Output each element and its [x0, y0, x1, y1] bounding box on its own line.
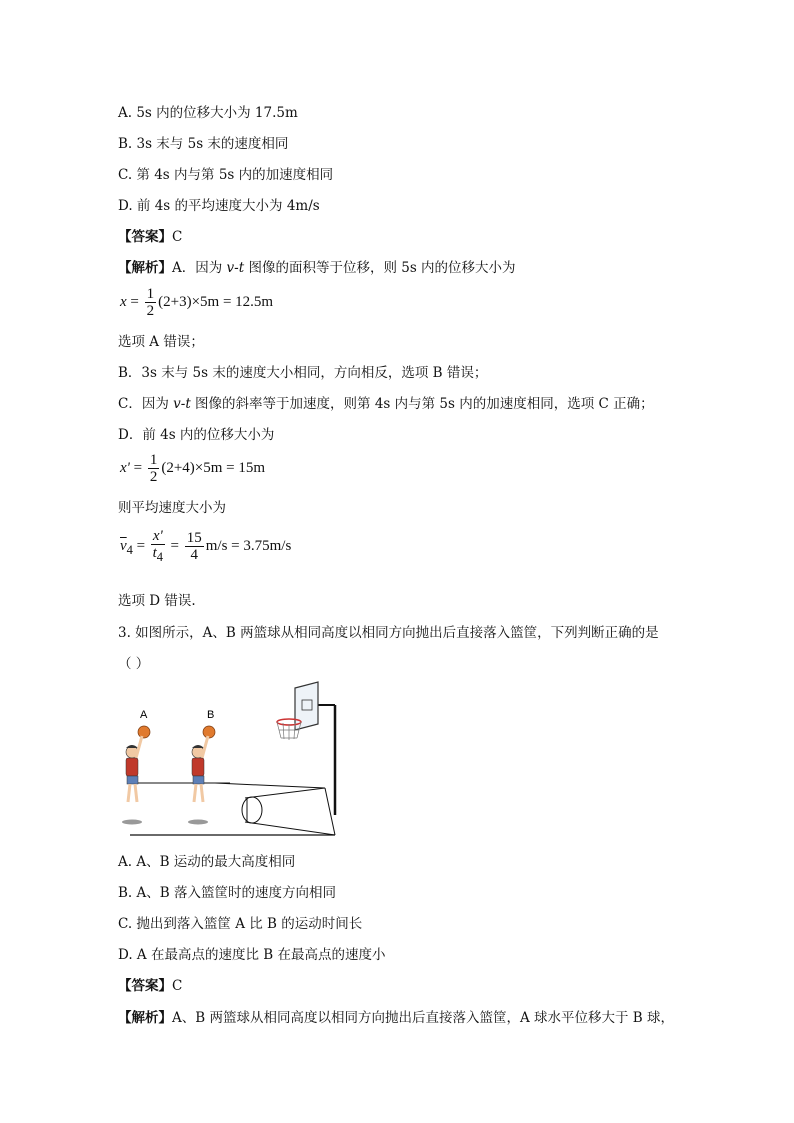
- q2-analysis-a: [118, 259, 516, 277]
- fraction-num: 1: [146, 286, 155, 302]
- analysis-text: 图像的面积等于位移，则 5s 内的位移大小为: [244, 260, 516, 276]
- fraction: [148, 452, 160, 485]
- vt-symbol: v-t: [226, 260, 245, 276]
- eq-symbol: x': [120, 459, 130, 476]
- leg-a-left: [128, 784, 130, 802]
- q3-option-c: C. 抛出到落入篮筐 A 比 B 的运动时间长: [118, 916, 363, 932]
- hair-b: [192, 745, 204, 748]
- answer-value: C: [172, 978, 183, 994]
- fraction-den: 4: [190, 547, 198, 563]
- q2-option-b: B. 3s 末与 5s 末的速度相同: [118, 136, 289, 152]
- key-line-bottom: [245, 822, 335, 835]
- eq-symbol: x: [120, 293, 127, 310]
- eq-subscript: 4: [156, 550, 164, 564]
- analysis-text: A．因为: [172, 260, 227, 276]
- jersey-b: [192, 758, 204, 776]
- leg-a-right: [135, 784, 137, 802]
- q3-analysis: [118, 1009, 674, 1027]
- q2-a-wrong: 选项 A 错误；: [118, 334, 204, 350]
- analysis-label: 【解析】: [118, 260, 172, 276]
- answer-label: 【答案】: [118, 978, 172, 994]
- player-a: [122, 726, 150, 825]
- analysis-label: 【解析】: [118, 1010, 172, 1026]
- basketball-b: [203, 726, 215, 738]
- label-a: A: [140, 709, 148, 721]
- shorts-b: [193, 776, 204, 784]
- backboard: [295, 682, 318, 730]
- q2-b-line: B．3s 末与 5s 末的速度大小相同，方向相反，选项 B 错误；: [118, 365, 488, 381]
- q2-d-wrong: 选项 D 错误.: [118, 593, 196, 609]
- vt-symbol: v-t: [173, 396, 191, 412]
- equation-3: $\overline{v}_4$ = $\frac{x'}{t_4}$ = $\frac{15}{4}$ m/s = 3.75m/s: [120, 528, 292, 564]
- answer-value: C: [172, 229, 183, 245]
- fraction-den: 2: [149, 469, 158, 485]
- q3-option-d: D. A 在最高点的速度比 B 在最高点的速度小: [118, 947, 386, 963]
- q3-option-b: B. A、B 落入篮筐时的速度方向相同: [118, 885, 336, 901]
- q3-answer: [118, 977, 182, 995]
- equation-1: x = $\frac{1}{2}$ (2+3)×5m = 12.5m: [120, 286, 274, 319]
- shorts-a: [127, 776, 138, 784]
- eq-rest: (2+3)×5m = 12.5m: [158, 293, 274, 310]
- answer-label: 【答案】: [118, 229, 172, 245]
- q2-option-d: D. 前 4s 的平均速度大小为 4m/s: [118, 198, 320, 214]
- leg-b-right: [201, 784, 203, 802]
- q2-option-c: C. 第 4s 内与第 5s 内的加速度相同: [118, 167, 334, 183]
- jersey-a: [126, 758, 138, 776]
- q2-avg-line: 则平均速度大小为: [118, 500, 226, 516]
- q2-option-a: A. 5s 内的位移大小为 17.5m: [118, 105, 298, 121]
- basketball-figure: [110, 680, 350, 840]
- q2-c-line: [118, 395, 654, 413]
- fraction-num: 15: [186, 530, 202, 546]
- shadow-a: [122, 820, 142, 825]
- q3-stem-bracket: （ ）: [118, 656, 150, 672]
- player-b: [188, 726, 215, 825]
- court-line-right: [325, 788, 335, 835]
- label-b: B: [207, 709, 215, 721]
- leg-b-left: [194, 784, 196, 802]
- q3-option-a: A. A、B 运动的最大高度相同: [118, 854, 296, 870]
- shadow-b: [188, 820, 208, 825]
- eq-symbol: $\overline{v}$: [120, 537, 127, 554]
- hair-a: [126, 745, 138, 748]
- fraction: [145, 286, 157, 319]
- court-line-top: [215, 783, 325, 788]
- equation-2: x' = $\frac{1}{2}$ (2+4)×5m = 15m: [120, 452, 266, 485]
- eq-rest: m/s = 3.75m/s: [205, 537, 292, 554]
- c-text: C．因为: [118, 396, 174, 412]
- fraction-num: x': [152, 528, 163, 544]
- fraction-den: t: [152, 545, 157, 561]
- arm-b: [202, 736, 208, 758]
- eq-rest: (2+4)×5m = 15m: [161, 459, 266, 476]
- q3-stem: 3. 如图所示，A、B 两篮球从相同高度以相同方向抛出后直接落入篮筐，下列判断正确的是: [118, 625, 659, 641]
- q2-d-line: D．前 4s 内的位移大小为: [118, 427, 275, 443]
- fraction-den: 2: [146, 303, 155, 319]
- free-throw-circle: [242, 797, 262, 823]
- analysis-text: A、B 两篮球从相同高度以相同方向抛出后直接落入篮筐，A 球水平位移大于 B 球，: [172, 1010, 675, 1026]
- fraction: [151, 528, 165, 565]
- arm-a: [136, 736, 142, 758]
- key-line-top: [245, 788, 325, 798]
- fraction-num: 1: [149, 452, 158, 468]
- q2-answer: [118, 228, 182, 246]
- c-text: 图像的斜率等于加速度，则第 4s 内与第 5s 内的加速度相同，选项 C 正确；: [190, 396, 654, 412]
- fraction: [185, 530, 204, 563]
- eq-subscript: 4: [126, 542, 133, 557]
- basketball-a: [138, 726, 150, 738]
